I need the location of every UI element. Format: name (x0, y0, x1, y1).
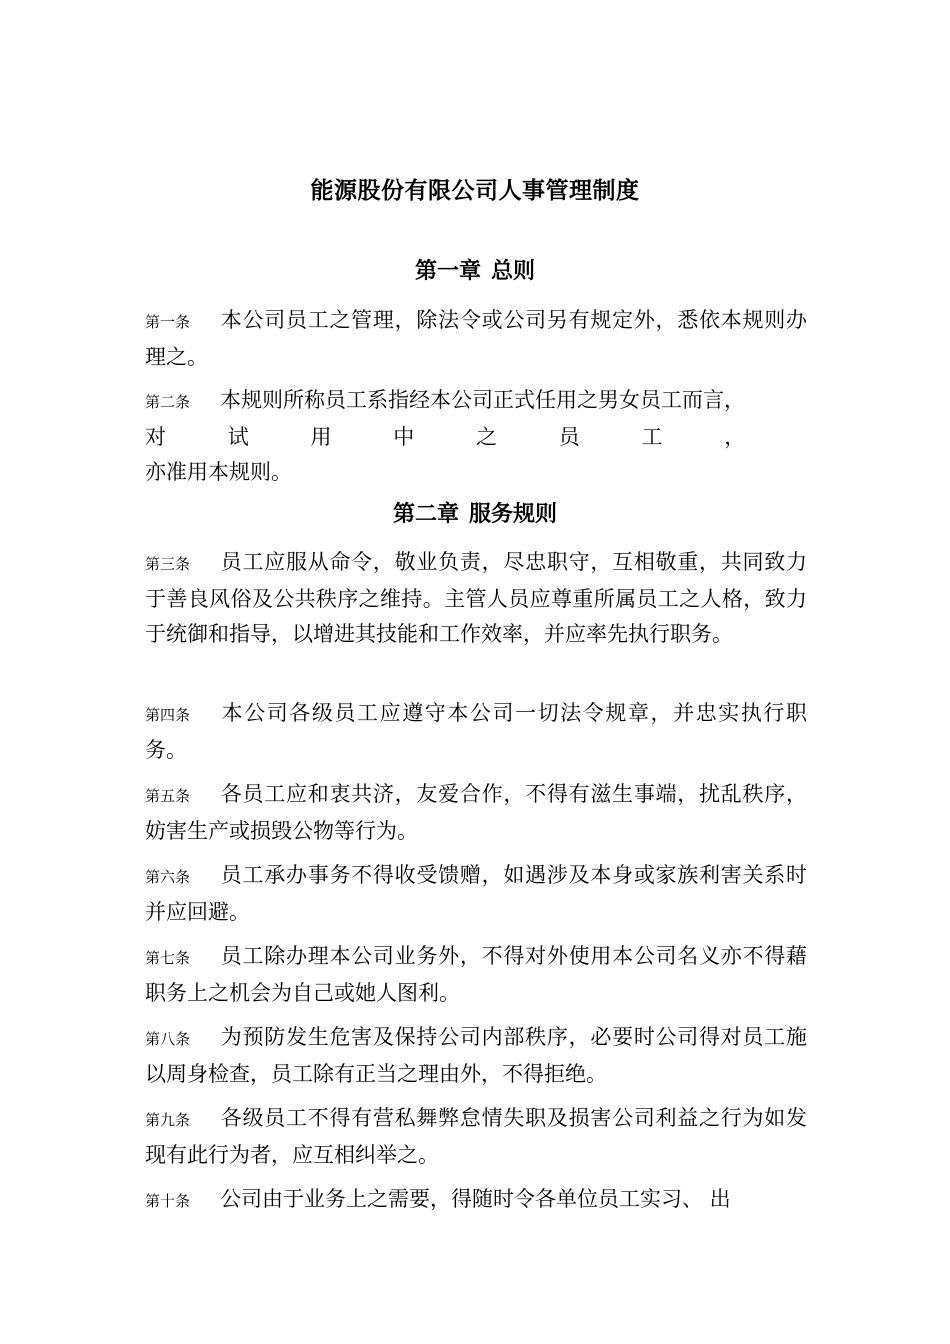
article-label: 第二条 (145, 393, 191, 411)
spread-char: ， (724, 425, 746, 449)
spread-char: 之 (476, 425, 497, 449)
article-label: 第一条 (145, 313, 191, 331)
article-7 (145, 939, 807, 1011)
article-spread-line (145, 420, 807, 455)
article-5 (145, 777, 807, 849)
article-text: 各级员工不得有营私舞弊怠情失职及损害公司利益之行为如发现有此行为者，应互相纠举之。 (145, 1106, 807, 1167)
article-label: 第三条 (145, 555, 191, 573)
spread-char: 试 (227, 425, 249, 449)
article-label: 第九条 (145, 1111, 191, 1129)
article-text: 本规则所称员工系指经本公司正式任用之男女员工而言， (220, 388, 745, 412)
article-9 (145, 1101, 807, 1173)
article-text: 员工应服从命令，敬业负责，尽忠职守，互相敬重，共同致力于善良风俗及公共秩序之维持。主管人员应尊重所属员工之人格，致力于统御和指导，以增进其技能和工作效率，并应率先执行职务。 (145, 550, 807, 646)
article-text: 各员工应和衷共济，友爱合作，不得有滋生事端，扰乱秩序，妨害生产或损毁公物等行为。 (145, 782, 807, 843)
article-3 (145, 545, 807, 652)
article-label: 第十条 (145, 1192, 191, 1210)
article-tail: 亦准用本规则。 (145, 460, 292, 484)
spread-char: 工 (641, 425, 663, 449)
article-6 (145, 858, 807, 930)
article-text: 本公司员工之管理，除法令或公司另有规定外，悉依本规则办理之。 (145, 308, 807, 369)
chapter-number: 第一章 (414, 259, 481, 284)
article-4 (145, 696, 807, 768)
spread-char: 中 (393, 425, 415, 449)
chapter-name: 总则 (491, 259, 536, 284)
article-label: 第五条 (145, 787, 191, 805)
article-text: 本公司各级员工应遵守本公司一切法令规章，并忠实执行职务。 (145, 701, 807, 762)
article-10 (145, 1182, 807, 1219)
chapter-heading-2 (0, 499, 950, 531)
article-label: 第六条 (145, 868, 191, 886)
article-8 (145, 1020, 807, 1092)
article-1 (145, 303, 807, 375)
article-text: 公司由于业务上之需要，得随时令各单位员工实习、 出 (220, 1187, 731, 1211)
spread-char: 对 (145, 425, 166, 449)
spread-char: 员 (558, 425, 580, 449)
article-text: 员工除办理本公司业务外，不得对外使用本公司名义亦不得藉职务上之机会为自己或她人图利。 (145, 944, 807, 1005)
article-2 (145, 383, 807, 490)
chapter-heading-1 (0, 256, 950, 288)
article-label: 第八条 (145, 1030, 191, 1048)
article-label: 第七条 (145, 949, 191, 967)
article-text: 员工承办事务不得收受馈赠，如遇涉及本身或家族利害关系时并应回避。 (145, 863, 807, 924)
chapter-number: 第二章 (392, 502, 459, 527)
chapter-name: 服务规则 (469, 502, 558, 527)
spread-char: 用 (310, 425, 332, 449)
article-label: 第四条 (145, 706, 191, 724)
document-title: 能源股份有限公司人事管理制度 (310, 178, 640, 204)
article-text: 为预防发生危害及保持公司内部秩序，必要时公司得对员工施以周身检查，员工除有正当之理由外，不得拒绝。 (145, 1025, 807, 1086)
